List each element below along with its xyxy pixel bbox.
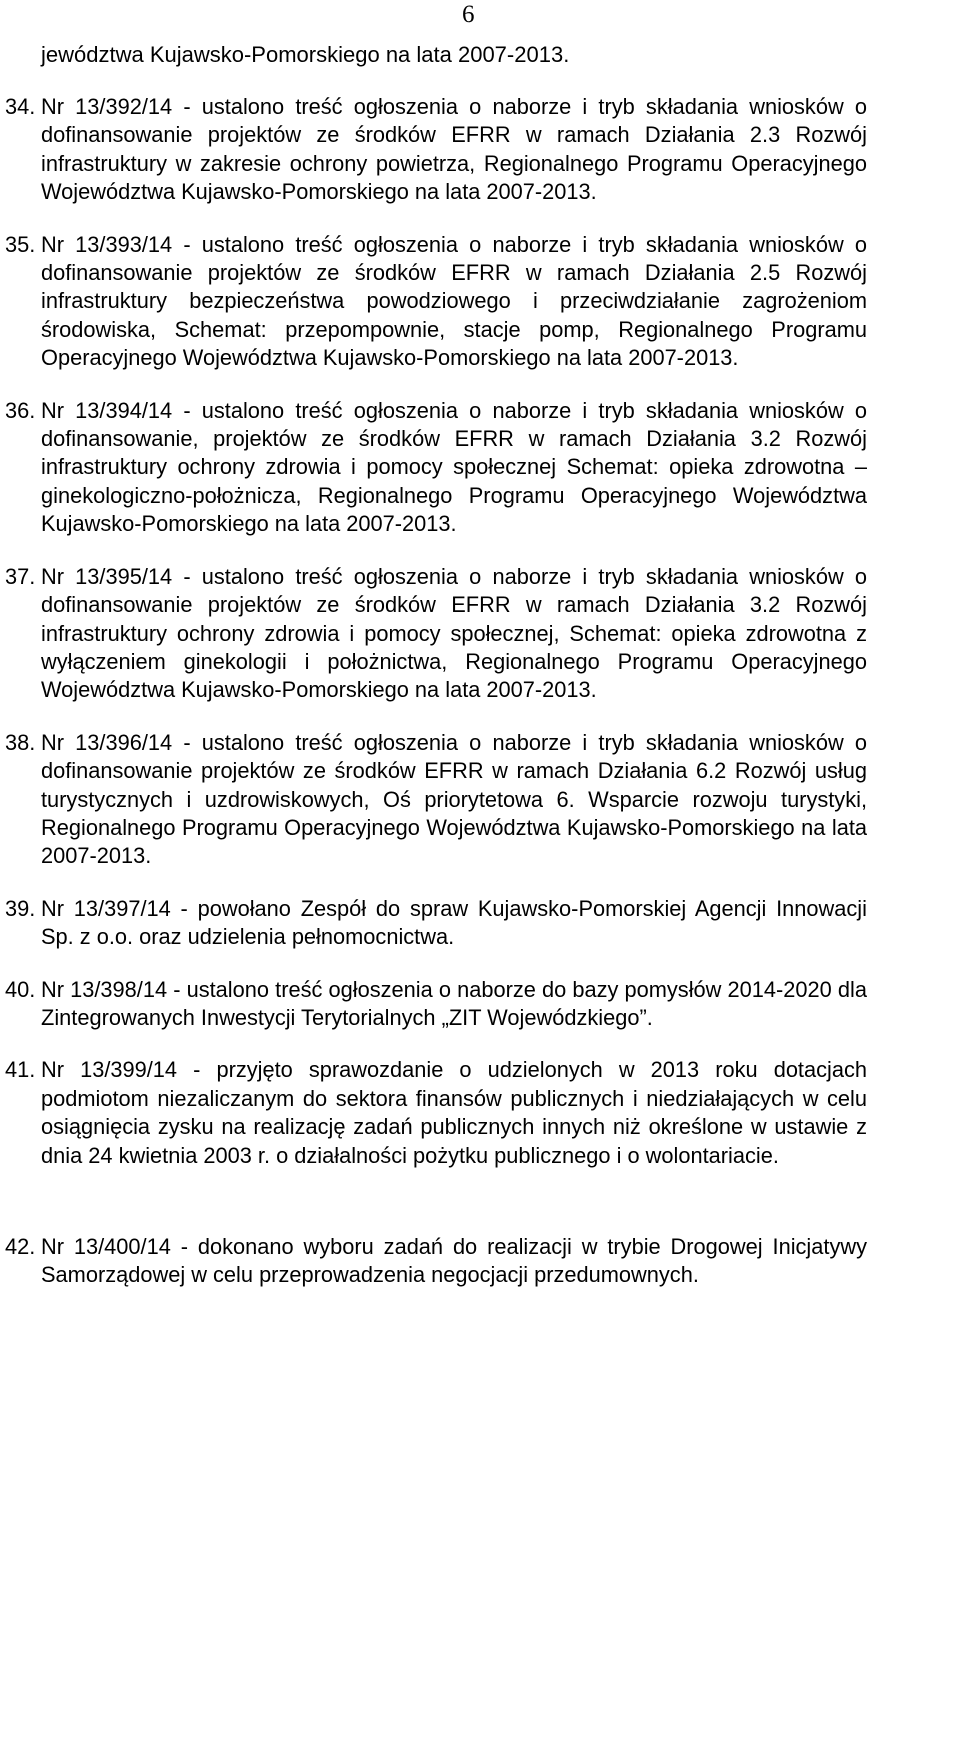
item-text: Nr 13/398/14 - ustalono treść ogłoszenia o naborze do bazy pomysłów 2014-2020 dla Zintegrowanych Inwestycji Terytorialnych „ZIT Wojewódzkiego”. — [41, 976, 867, 1030]
item-number: 34. — [5, 94, 36, 119]
list-item — [0, 895, 867, 952]
list-item — [0, 397, 867, 539]
item-text: Nr 13/397/14 - powołano Zespół do spraw Kujawsko-Pomorskiej Agencji Innowacji Sp. z o.o. oraz udzielenia pełnomocnictwa. — [41, 895, 867, 950]
list-item — [0, 976, 867, 1033]
item-text: Nr 13/400/14 - dokonano wyboru zadań do realizacji w trybie Drogowej Inicjatywy Samorządowej w celu przeprowadzenia negocjacji przedumownych. — [41, 1234, 867, 1288]
item-number: 42. — [5, 1234, 36, 1259]
list-item — [0, 1056, 867, 1170]
item-number: 36. — [5, 397, 36, 423]
item-text: Nr 13/393/14 - ustalono treść ogłoszenia o naborze i tryb składania wniosków o dofinansowanie projektów ze środków EFRR w ramach Działania 2.5 Rozwój infrastruktury bezpieczeństwa powodziowego i przeciwdziałanie zagrożeniom środowiska, Schemat: przepompownie, stacje pomp, Regionalnego Programu Operacyjnego Województwa Kujawsko-Pomorskiego na lata 2007-2013. — [41, 231, 867, 371]
item-text: Nr 13/392/14 - ustalono treść ogłoszenia o naborze i tryb składania wniosków o dofinansowanie projektów ze środków EFRR w ramach Działania 2.3 Rozwój infrastruktury w zakresie ochrony powietrza, Regionalnego Programu Operacyjnego Województwa Kujawsko-Pomorskiego na lata 2007-2013. — [41, 94, 867, 205]
page-number: 6 — [462, 1, 475, 28]
list-item — [0, 231, 867, 373]
item-number: 40. — [5, 976, 36, 1002]
list-item — [0, 1233, 867, 1290]
resolution-list — [0, 93, 960, 1290]
item-number: 35. — [5, 231, 36, 257]
item-number: 37. — [5, 563, 36, 589]
item-number: 41. — [5, 1057, 36, 1083]
list-item — [0, 563, 867, 705]
list-item — [0, 93, 867, 207]
item-text: Nr 13/396/14 - ustalono treść ogłoszenia o naborze i tryb składania wniosków o dofinansowanie projektów ze środków EFRR w ramach Działania 6.2 Rozwój usług turystycznych i uzdrowiskowych, Oś priorytetowa 6. Wsparcie rozwoju turystyki, Regionalnego Programu Operacyjnego Województwa Kujawsko-Pomorskiego na lata 2007-2013. — [41, 729, 867, 869]
list-item — [0, 729, 867, 871]
continuation-text: jewództwa Kujawsko-Pomorskiego na lata 2007-2013. — [41, 42, 570, 67]
item-text: Nr 13/395/14 - ustalono treść ogłoszenia o naborze i tryb składania wniosków o dofinansowanie projektów ze środków EFRR w ramach Działania 3.2 Rozwój infrastruktury ochrony zdrowia i pomocy społecznej, Schemat: opieka zdrowotna z wyłączeniem ginekologii i położnictwa, Regionalnego Programu Operacyjnego Województwa Kujawsko-Pomorskiego na lata 2007-2013. — [41, 563, 867, 703]
item-text: Nr 13/399/14 - przyjęto sprawozdanie o udzielonych w 2013 roku dotacjach podmiotom niezaliczanym do sektora finansów publicznych i niedziałających w celu osiągnięcia zysku na realizację zadań publicznych innych niż określone w ustawie z dnia 24 kwietnia 2003 r. o działalności pożytku publicznego i o wolontariacie. — [41, 1057, 867, 1168]
item-text: Nr 13/394/14 - ustalono treść ogłoszenia o naborze i tryb składania wniosków o dofinansowanie, projektów ze środków EFRR w ramach Działania 3.2 Rozwój infrastruktury ochrony zdrowia i pomocy społecznej Schemat: opieka zdrowotna – ginekologiczno-położnicza, Regionalnego Programu Operacyjnego Województwa Kujawsko-Pomorskiego na lata 2007-2013. — [41, 397, 867, 537]
item-number: 38. — [5, 729, 36, 755]
item-number: 39. — [5, 895, 36, 921]
